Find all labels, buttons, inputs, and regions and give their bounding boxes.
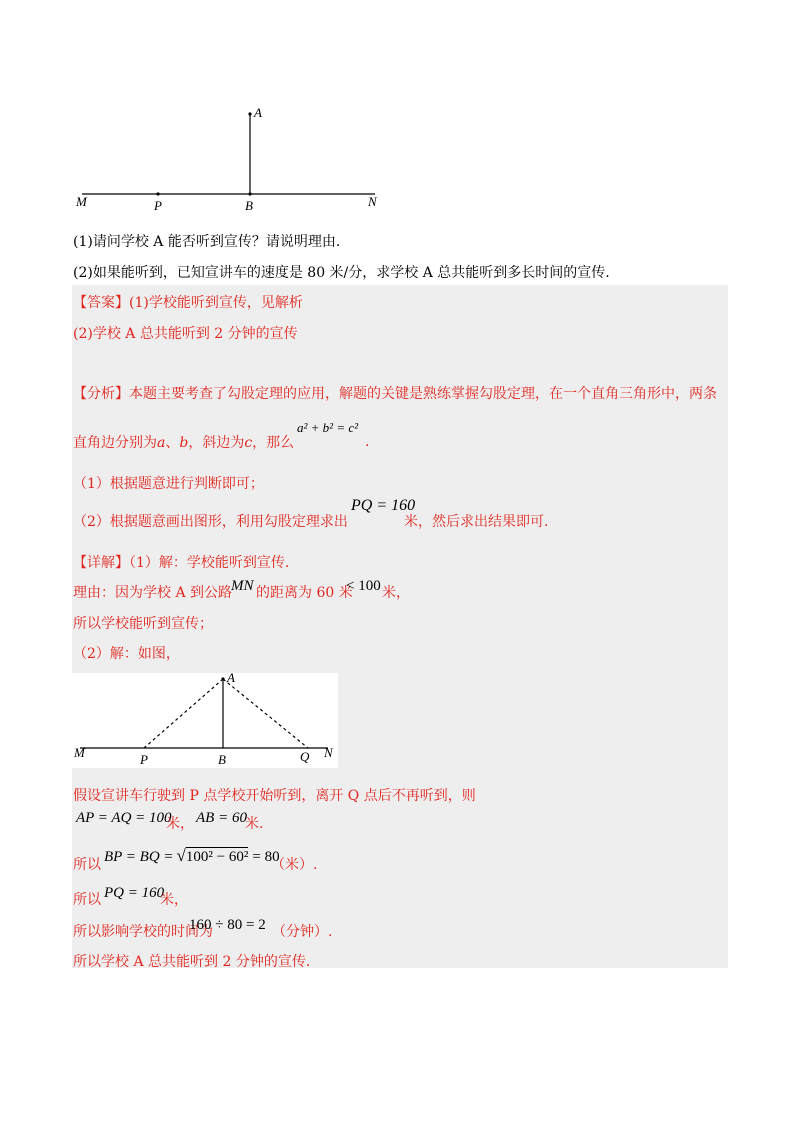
detail-text-8b: 米， (160, 892, 188, 908)
var-c: c (244, 435, 253, 451)
detail-text-6b: 米. (245, 816, 264, 832)
point-a-2 (221, 677, 224, 680)
figure-1-diagram (70, 100, 390, 215)
analysis-sep: 、 (165, 435, 180, 451)
var-b: b (179, 435, 189, 451)
analysis-step-1: （1）根据题意进行判断即可； (73, 476, 264, 492)
analysis-step-2-formula: PQ = 160 (351, 497, 416, 514)
detail-text-2b: 的距离为 60 米 (256, 585, 353, 601)
detail-text-9b: （分钟）. (272, 924, 333, 940)
detail-formula-ab: AB = 60 (196, 810, 247, 826)
point-p (156, 192, 159, 195)
detail-formula-time: 160 ÷ 80 = 2 (189, 917, 266, 933)
point-b (248, 192, 251, 195)
question-1: (1)请问学校 A 能否听到宣传？请说明理由. (73, 234, 341, 250)
analysis-period: . (365, 434, 370, 450)
label-b-2: B (218, 752, 226, 767)
detail-text-8a: 所以 (73, 892, 101, 908)
analysis-step-2-pre: （2）根据题意画出图形，利用勾股定理求出 (73, 514, 348, 530)
analysis-text-2c: ，那么 (252, 435, 295, 451)
figure-2-background (72, 673, 338, 768)
label-n-2: N (324, 745, 333, 760)
label-b: B (245, 198, 253, 213)
detail-formula-bp-bq-rhs: = 80 (252, 849, 280, 865)
label-m-2: M (74, 745, 85, 760)
label-a-2: A (227, 673, 235, 685)
analysis-tag: 【分析】 (73, 386, 129, 402)
pythagorean-formula: a² + b² = c² (297, 420, 359, 435)
analysis-text-2b: ，斜边为 (188, 435, 245, 451)
analysis-line-1 (73, 383, 717, 403)
answer-1: (1)学校能听到宣传，见解析 (129, 295, 303, 311)
label-m: M (76, 194, 87, 209)
detail-line-2 (73, 582, 232, 602)
detail-line-1 (73, 552, 289, 572)
detail-line-3: 所以学校能听到宣传； (73, 616, 213, 632)
detail-text-7a: 所以 (73, 857, 101, 873)
question-2: (2)如果能听到，已知宣讲车的速度是 80 米/分，求学校 A 总共能听到多长时间的宣传. (73, 265, 610, 281)
analysis-text-1: 本题主要考查了勾股定理的应用，解题的关键是熟练掌握勾股定理，在一个直角三角形中，两条 (129, 386, 717, 402)
detail-ineq: < 100 (346, 578, 381, 594)
detail-text-2c: 米， (382, 585, 410, 601)
sqrt-symbol: √ (176, 846, 186, 865)
analysis-text-2a: 直角边分别为 (73, 435, 157, 451)
detail-line-10: 所以学校 A 总共能听到 2 分钟的宣传. (73, 954, 311, 970)
sqrt-radicand: 100² − 60² (185, 849, 249, 865)
detail-mn: MN (231, 578, 254, 594)
detail-line-5: 假设宣讲车行驶到 P 点学校开始听到，离开 Q 点后不再听到，则 (73, 788, 476, 804)
detail-formula-ap-aq: AP = AQ = 100 (76, 810, 172, 826)
detail-line-4: （2）解：如图， (73, 646, 180, 662)
var-a: a (157, 435, 166, 451)
detail-text-7b: （米）. (271, 857, 318, 873)
label-n: N (368, 194, 377, 209)
label-p-2: P (140, 752, 148, 767)
figure-2-diagram (72, 673, 338, 768)
label-a: A (254, 105, 262, 120)
point-a (248, 112, 251, 115)
detail-text-9a: 所以影响学校的时间为 (73, 924, 213, 940)
detail-text-6a: 米， (166, 816, 194, 832)
answer-line-1 (73, 292, 303, 312)
label-p: P (154, 198, 162, 213)
detail-formula-pq: PQ = 160 (104, 885, 165, 901)
answer-line-2: (2)学校 A 总共能听到 2 分钟的宣传 (73, 326, 298, 342)
detail-text-1: （1）解：学校能听到宣传. (129, 555, 290, 571)
answer-tag: 【答案】 (73, 295, 129, 311)
detail-formula-bp-bq-lhs: BP = BQ = (104, 849, 174, 865)
analysis-line-2 (73, 432, 294, 452)
detail-formula-bp-bq (104, 846, 280, 866)
analysis-step-2-post: 米，然后求出结果即可. (404, 514, 549, 530)
label-q-2: Q (300, 749, 310, 764)
detail-text-2a: 理由：因为学校 A 到公路 (73, 585, 233, 601)
detail-tag: 【详解】 (73, 555, 129, 571)
